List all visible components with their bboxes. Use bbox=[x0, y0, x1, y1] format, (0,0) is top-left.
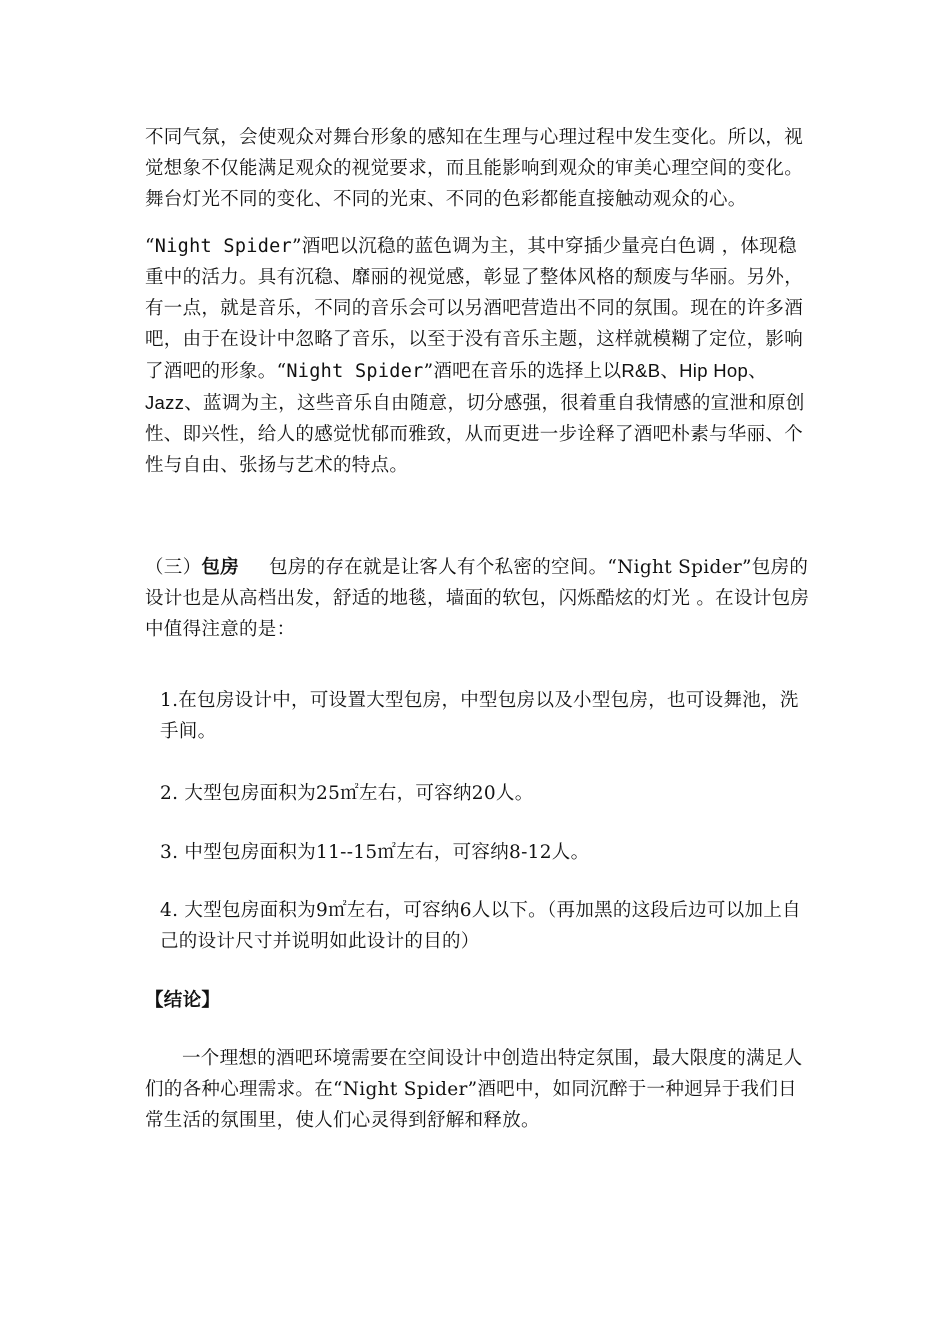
list-item bbox=[145, 685, 813, 747]
bar-name: Night Spider bbox=[286, 361, 424, 382]
paragraph-text: ”酒吧在音乐的选择上以 bbox=[423, 361, 622, 382]
paragraph-text: 包房的存在就是让客人有个私密的空间。“Night Spider”包房的设计也是从高档出发，舒适的地毯，墙面的软包，闪烁酷炫的灯光 。在设计包房中值得注意的是： bbox=[145, 557, 810, 640]
list-item bbox=[145, 895, 813, 957]
paragraph-night-spider-style bbox=[145, 231, 813, 481]
paragraph-text: 蓝调为主，这些音乐自由随意，切分感强，很着重自我情感的宣泄和原创性、即兴性，给人的感觉忧郁而雅致，从而更进一步诠释了酒吧朴素与华丽、个性与自由、张扬与艺术的特点。 bbox=[145, 393, 805, 476]
bar-name: Night Spider bbox=[154, 236, 293, 257]
list-item bbox=[145, 837, 813, 868]
list-item-text: 2. 大型包房面积为25㎡左右，可容纳20人。 bbox=[160, 783, 534, 804]
open-quote: “ bbox=[145, 236, 155, 257]
paragraph-stage-lighting bbox=[145, 122, 813, 215]
list-item-text: 4. 大型包房面积为9㎡左右，可容纳6人以下。（再加黑的这段后边可以加上自己的设计尺寸并说明如此设计的目的） bbox=[160, 900, 801, 952]
section-number: （三） bbox=[145, 557, 202, 578]
section-private-rooms bbox=[145, 552, 813, 645]
conclusion-paragraph: 一个理想的酒吧环境需要在空间设计中创造出特定氛围，最大限度的满足人们的各种心理需求。在“Night Spider”酒吧中，如同沉醉于一种迥异于我们日常生活的氛围里，使人们心灵得到舒解和释放。 bbox=[145, 1048, 803, 1131]
conclusion-heading: 【结论】 bbox=[145, 990, 221, 1011]
list-item-text: 1.在包房设计中，可设置大型包房，中型包房以及小型包房，也可设舞池，洗手间。 bbox=[160, 690, 799, 742]
paragraph-text: 不同气氛，会使观众对舞台形象的感知在生理与心理过程中发生变化。所以，视觉想象不仅能满足观众的视觉要求，而且能影响到观众的审美心理空间的变化。舞台灯光不同的变化、不同的光束、不同的色彩都能直接触动观众的心。 bbox=[145, 127, 804, 210]
list-item-text: 3. 中型包房面积为11--15㎡左右，可容纳8-12人。 bbox=[160, 842, 590, 863]
paragraph-text: ”酒吧以沉稳的蓝色调为主，其中穿插少量亮白色调 ，体现稳重中的活力。具有沉稳、靡丽的视觉感，彰显了整体风格的颓废与华丽。另外，有一点，就是音乐，不同的音乐会可以另酒吧营造出不同的氛围。现在的许多酒吧，由于在设计中忽略了音乐，以至于没有音乐主题，这样就模糊了定位，影响了酒吧的形象。“ bbox=[145, 236, 804, 382]
list-item bbox=[145, 778, 813, 809]
music-genres: R&B、Hip Hop、Jazz、 bbox=[145, 360, 767, 413]
section-heading: 包房 bbox=[201, 557, 240, 578]
